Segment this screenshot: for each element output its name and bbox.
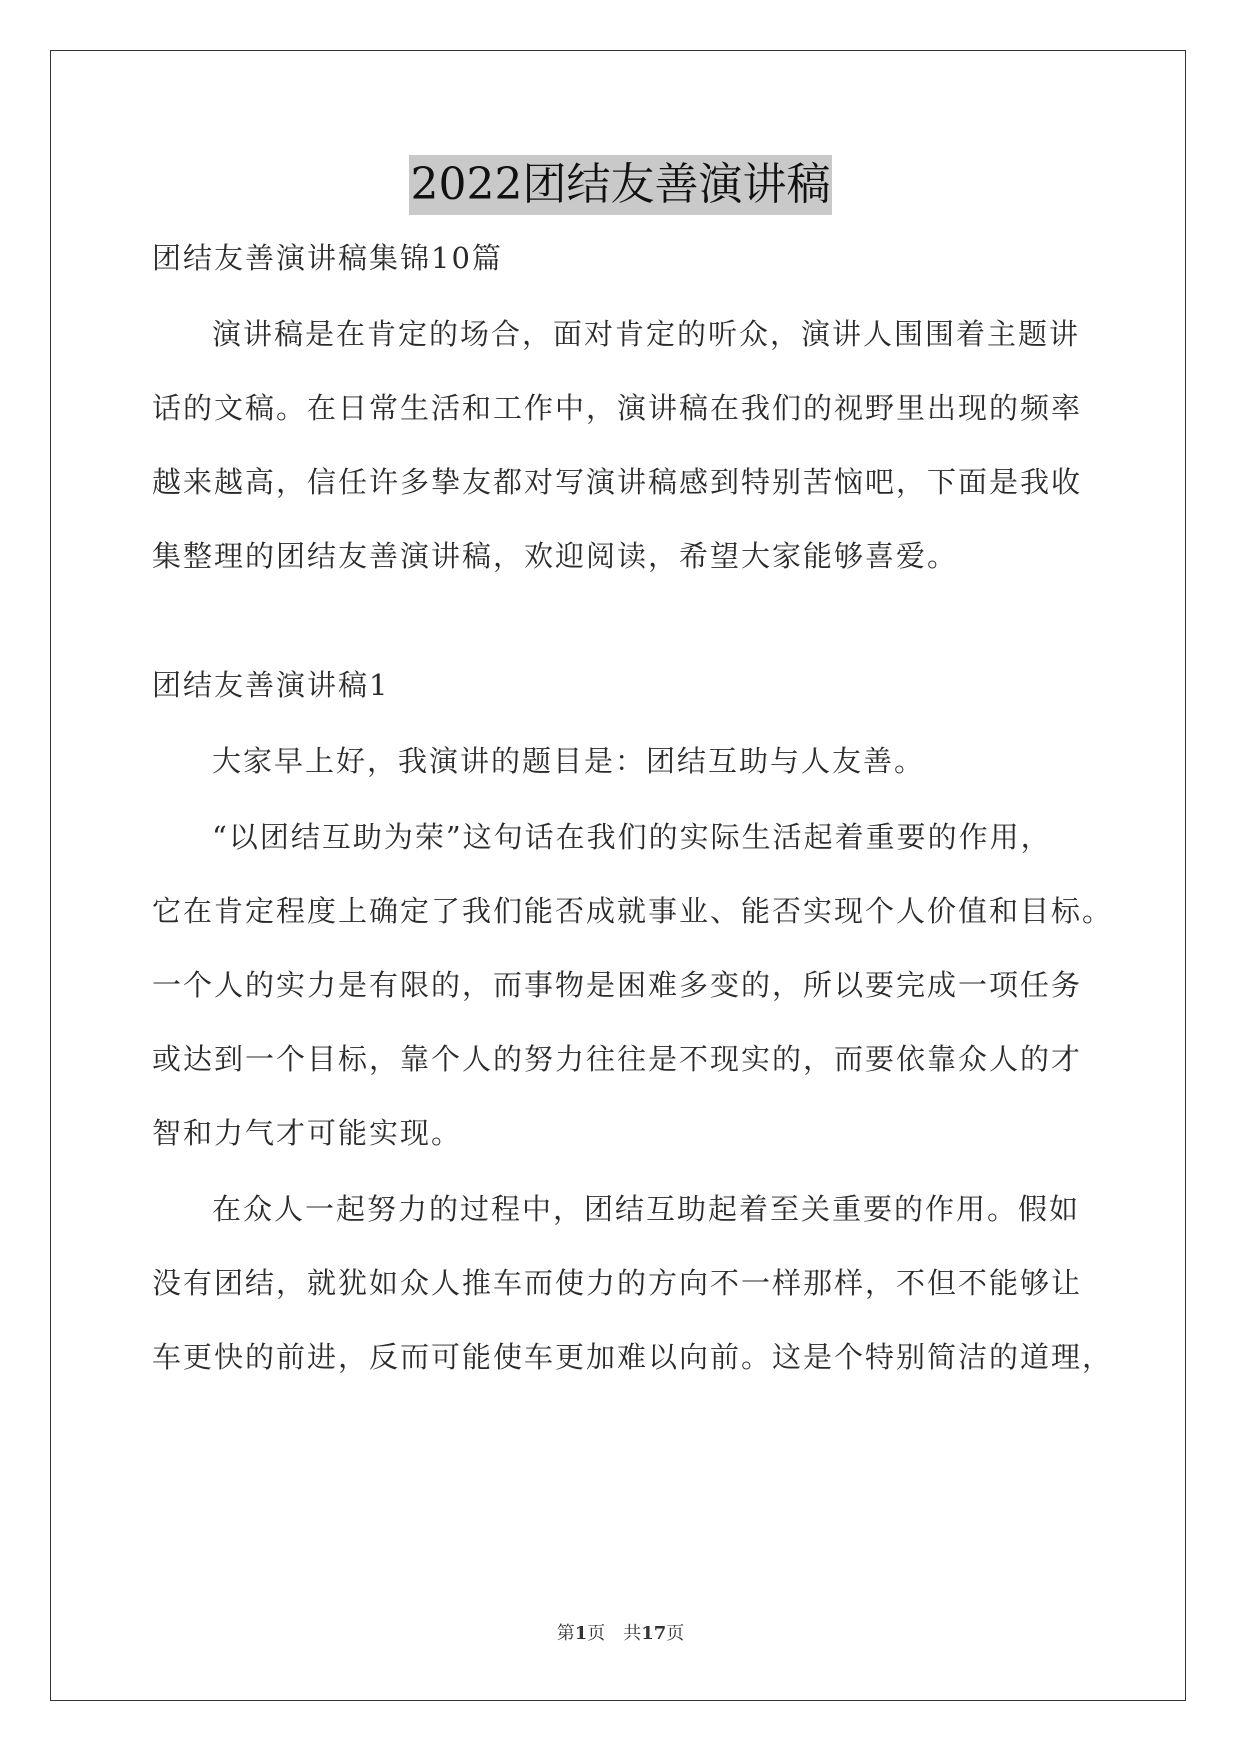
paragraph-line: 或达到一个目标，靠个人的努力往往是不现实的，而要依靠众人的才 bbox=[152, 1042, 1083, 1076]
footer-prefix: 第 bbox=[556, 1623, 575, 1644]
footer-total-pages: 17 bbox=[641, 1623, 667, 1644]
title-container bbox=[0, 155, 1241, 215]
paragraph-line: 在众人一起努力的过程中，团结互助起着至关重要的作用。假如 bbox=[212, 1192, 1081, 1226]
paragraph-line: “以团结互助为荣”这句话在我们的实际生活起着重要的作用， bbox=[212, 820, 1052, 854]
paragraph-line: 大家早上好，我演讲的题目是：团结互助与人友善。 bbox=[212, 744, 926, 778]
paragraph-line: 一个人的实力是有限的，而事物是困难多变的，所以要完成一项任务 bbox=[152, 968, 1083, 1002]
paragraph-line: 没有团结，就犹如众人推车而使力的方向不一样那样，不但不能够让 bbox=[152, 1266, 1083, 1300]
paragraph-line: 集整理的团结友善演讲稿，欢迎阅读，希望大家能够喜爱。 bbox=[152, 539, 959, 573]
paragraph-line: 演讲稿是在肯定的场合，面对肯定的听众，演讲人围围着主题讲 bbox=[212, 317, 1081, 351]
subtitle: 团结友善演讲稿集锦10篇 bbox=[152, 241, 503, 275]
paragraph-line: 话的文稿。在日常生活和工作中，演讲稿在我们的视野里出现的频率 bbox=[152, 391, 1083, 425]
footer-middle: 页 共 bbox=[587, 1623, 642, 1644]
paragraph-line: 越来越高，信任许多挚友都对写演讲稿感到特别苦恼吧，下面是我收 bbox=[152, 465, 1083, 499]
section-heading: 团结友善演讲稿1 bbox=[152, 668, 390, 702]
paragraph-line: 它在肯定程度上确定了我们能否成就事业、能否实现个人价值和目标。 bbox=[152, 894, 1114, 928]
footer-page-number: 1 bbox=[574, 1623, 588, 1644]
page-border bbox=[50, 50, 1186, 1701]
paragraph-line: 车更快的前进，反而可能使车更加难以向前。这是个特别简洁的道理， bbox=[152, 1340, 1114, 1374]
footer-suffix: 页 bbox=[666, 1623, 685, 1644]
paragraph-line: 智和力气才可能实现。 bbox=[152, 1116, 463, 1150]
page-footer bbox=[0, 1622, 1241, 1646]
document-title: 2022团结友善演讲稿 bbox=[409, 155, 833, 215]
